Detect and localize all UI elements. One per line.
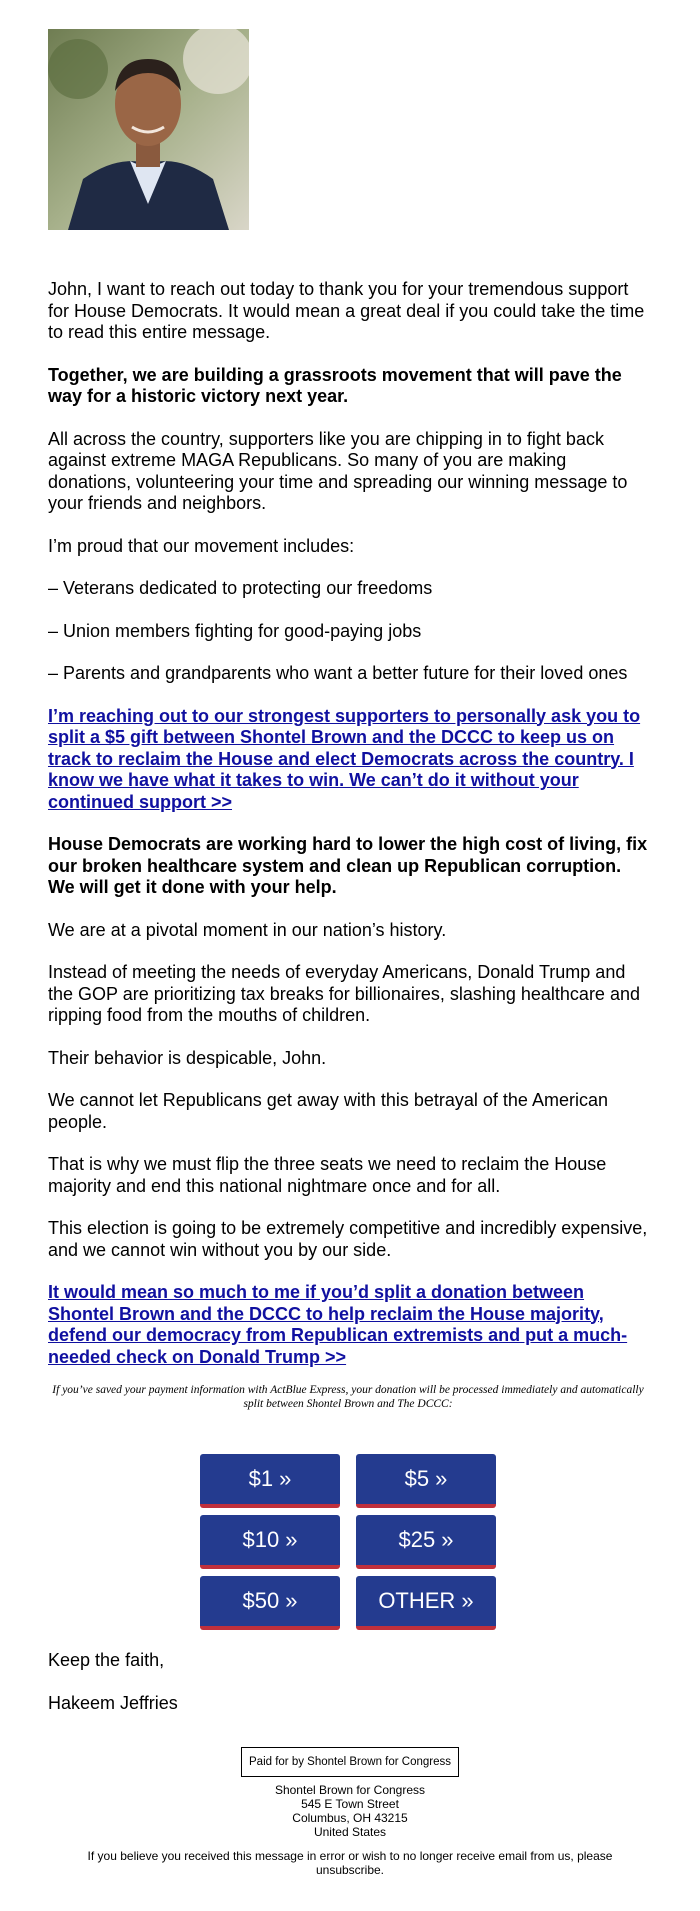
unsubscribe-text[interactable]: If you believe you received this message in error or wish to no longer receive email from us, please unsubscribe.: [87, 1849, 613, 1877]
list-item-union: – Union members fighting for good-paying jobs: [48, 620, 422, 641]
donate-link-2[interactable]: It would mean so much to me if you’d split a donation between Shontel Brown and the DCCC to help reclaim the House majority, defend our democracy from Republican extremists and put a much-needed check on Donald Trump >>: [48, 1282, 628, 1367]
sender-photo: [48, 29, 249, 230]
footer-country: United States: [313, 1825, 387, 1839]
gop-paragraph: Instead of meeting the needs of everyday Americans, Donald Trump and the GOP are prioritizing tax breaks for billionaires, slashing healthcare and ripping food from the mouths of children.: [48, 962, 640, 1025]
donate-10-button[interactable]: $10 »: [200, 1515, 340, 1569]
election-paragraph: This election is going to be extremely competitive and incredibly expensive, and we cannot win without you by our side.: [48, 1218, 648, 1260]
actblue-disclaimer: If you’ve saved your payment information with ActBlue Express, your donation will be processed immediately and automatically split between Shontel Brown and The DCCC:: [52, 1384, 644, 1410]
intro-paragraph: John, I want to reach out today to thank you for your tremendous support for House Democrats. It would mean a great deal if you could take the time to read this entire message.: [48, 279, 645, 342]
list-item-veterans: – Veterans dedicated to protecting our freedoms: [48, 578, 433, 598]
pivotal-moment-paragraph: We are at a pivotal moment in our nation’s history.: [48, 919, 447, 940]
donate-5-button[interactable]: $5 »: [356, 1454, 496, 1508]
donate-1-button[interactable]: $1 »: [200, 1454, 340, 1508]
signature-name: Hakeem Jeffries: [48, 1693, 178, 1713]
footer: [0, 1747, 700, 1877]
house-democrats-heading: House Democrats are working hard to lower the high cost of living, fix our broken healthcare system and clean up Republican corruption. We will get it done with your help.: [48, 834, 648, 897]
donate-other-button[interactable]: OTHER »: [356, 1576, 496, 1630]
paid-for-box: Paid for by Shontel Brown for Congress: [241, 1747, 459, 1777]
supporters-paragraph: All across the country, supporters like you are chipping in to fight back against extreme MAGA Republicans. So many of you are making donations, volunteering your time and spreading our winning message to your friends and neighbors.: [48, 428, 628, 513]
movement-heading: Together, we are building a grassroots movement that will pave the way for a historic victory next year.: [48, 364, 622, 406]
betrayal-paragraph: We cannot let Republicans get away with this betrayal of the American people.: [48, 1090, 608, 1132]
footer-city: Columbus, OH 43215: [292, 1811, 408, 1825]
despicable-paragraph: Their behavior is despicable, John.: [48, 1047, 327, 1068]
closing-text: Keep the faith,: [48, 1650, 165, 1670]
flip-seats-paragraph: That is why we must flip the three seats we need to reclaim the House majority and end this national nightmare once and for all.: [48, 1154, 607, 1196]
donate-50-button[interactable]: $50 »: [200, 1576, 340, 1630]
footer-street: 545 E Town Street: [301, 1797, 399, 1811]
list-item-parents: – Parents and grandparents who want a better future for their loved ones: [48, 663, 628, 683]
movement-includes-paragraph: I’m proud that our movement includes:: [48, 535, 355, 556]
donate-25-button[interactable]: $25 »: [356, 1515, 496, 1569]
footer-org: Shontel Brown for Congress: [274, 1783, 426, 1797]
donate-link-1[interactable]: I’m reaching out to our strongest supporters to personally ask you to split a $5 gift between Shontel Brown and the DCCC to keep us on track to reclaim the House and elect Democrats across the country. I know we have what it takes to win. We can’t do it without your continued support >>: [48, 705, 641, 812]
email-body: [48, 29, 648, 1411]
sender-photo-image: [48, 29, 249, 230]
